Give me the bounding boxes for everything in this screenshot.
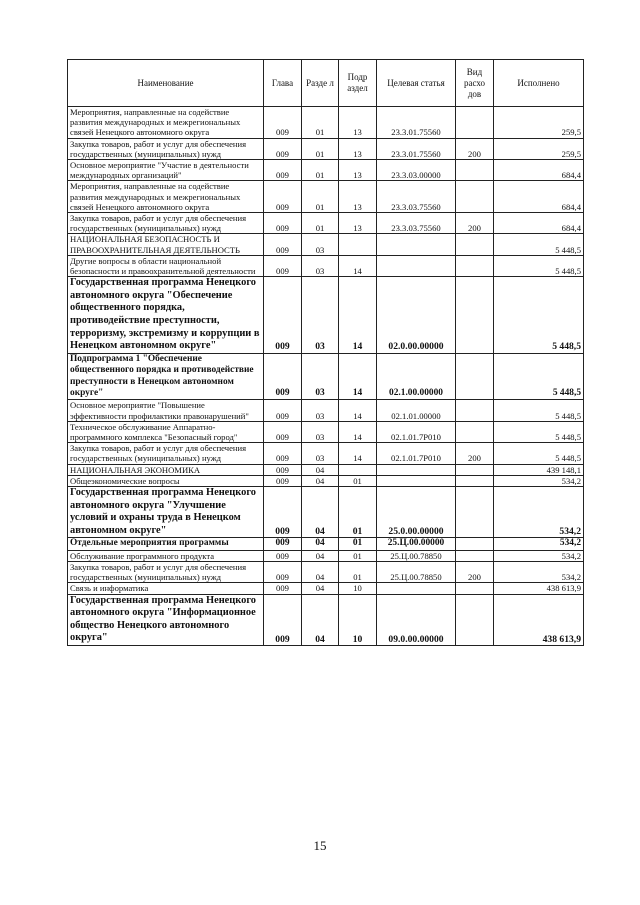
cell-podrazdel: 14: [339, 277, 377, 354]
cell-ispolneno: 534,2: [494, 487, 584, 538]
cell-celevaya: 25.0.00.00000: [377, 487, 456, 538]
table-row: [68, 213, 584, 234]
cell-glava: 009: [264, 400, 302, 421]
cell-glava: 009: [264, 550, 302, 561]
header-vid: Вид расхо дов: [456, 60, 494, 107]
cell-name: Основное мероприятие "Участие в деятельности международных организаций": [68, 160, 264, 181]
cell-celevaya: 23.3.01.75560: [377, 138, 456, 159]
cell-razdel: 04: [302, 583, 339, 594]
cell-vid: [456, 255, 494, 276]
table-row: [68, 277, 584, 354]
cell-podrazdel: 14: [339, 255, 377, 276]
cell-podrazdel: 14: [339, 421, 377, 442]
cell-name: Государственная программа Ненецкого автономного округа "Информационное общество Ненецкого автономного округа": [68, 594, 264, 645]
table-row: [68, 107, 584, 139]
cell-celevaya: 25.Ц.00.78850: [377, 562, 456, 583]
cell-razdel: 04: [302, 464, 339, 475]
table-row: [68, 475, 584, 486]
cell-vid: [456, 160, 494, 181]
table-row: [68, 400, 584, 421]
cell-name: Общеэкономические вопросы: [68, 475, 264, 486]
cell-glava: 009: [264, 421, 302, 442]
cell-celevaya: [377, 255, 456, 276]
cell-razdel: 01: [302, 181, 339, 213]
cell-glava: 009: [264, 160, 302, 181]
cell-glava: 009: [264, 181, 302, 213]
header-celevaya: Целевая статья: [377, 60, 456, 107]
cell-razdel: 01: [302, 138, 339, 159]
cell-ispolneno: 684,4: [494, 181, 584, 213]
cell-name: Государственная программа Ненецкого автономного округа "Улучшение условий и охраны труда в Ненецком автономном округе": [68, 487, 264, 538]
cell-celevaya: 02.0.00.00000: [377, 277, 456, 354]
cell-podrazdel: 14: [339, 443, 377, 464]
cell-razdel: 03: [302, 277, 339, 354]
cell-podrazdel: [339, 234, 377, 255]
cell-vid: [456, 475, 494, 486]
cell-razdel: 04: [302, 487, 339, 538]
cell-ispolneno: 5 448,5: [494, 400, 584, 421]
cell-name: Связь и информатика: [68, 583, 264, 594]
cell-celevaya: 23.3.03.75560: [377, 213, 456, 234]
cell-podrazdel: 01: [339, 562, 377, 583]
cell-name: НАЦИОНАЛЬНАЯ ЭКОНОМИКА: [68, 464, 264, 475]
cell-celevaya: 23.3.03.75560: [377, 181, 456, 213]
cell-celevaya: 09.0.00.00000: [377, 594, 456, 645]
cell-vid: 200: [456, 562, 494, 583]
cell-name: Мероприятия, направленные на содействие развития международных и межрегиональных связей Ненецкого автономного округа: [68, 181, 264, 213]
header-glava: Глава: [264, 60, 302, 107]
cell-glava: 009: [264, 464, 302, 475]
table-row: [68, 487, 584, 538]
header-name: Наименование: [68, 60, 264, 107]
cell-glava: 009: [264, 594, 302, 645]
cell-razdel: 03: [302, 255, 339, 276]
cell-podrazdel: 14: [339, 400, 377, 421]
table-row: [68, 421, 584, 442]
cell-ispolneno: 259,5: [494, 138, 584, 159]
cell-vid: [456, 583, 494, 594]
cell-podrazdel: 13: [339, 138, 377, 159]
cell-vid: [456, 464, 494, 475]
cell-name: Другие вопросы в области национальной безопасности и правоохранительной деятельности: [68, 255, 264, 276]
cell-ispolneno: 5 448,5: [494, 234, 584, 255]
cell-podrazdel: 10: [339, 594, 377, 645]
cell-podrazdel: [339, 464, 377, 475]
cell-ispolneno: 684,4: [494, 213, 584, 234]
cell-razdel: 01: [302, 160, 339, 181]
table-row: [68, 594, 584, 645]
table-row: [68, 583, 584, 594]
cell-name: Мероприятия, направленные на содействие развития международных и межрегиональных связей Ненецкого автономного округа: [68, 107, 264, 139]
cell-name: Обслуживание программного продукта: [68, 550, 264, 561]
cell-podrazdel: 01: [339, 487, 377, 538]
table-row: [68, 443, 584, 464]
cell-celevaya: 23.3.03.00000: [377, 160, 456, 181]
cell-vid: [456, 353, 494, 400]
cell-celevaya: 23.3.01.75560: [377, 107, 456, 139]
cell-razdel: 03: [302, 353, 339, 400]
cell-vid: 200: [456, 213, 494, 234]
cell-celevaya: 02.1.00.00000: [377, 353, 456, 400]
table-body: [68, 60, 584, 646]
cell-ispolneno: 5 448,5: [494, 277, 584, 354]
cell-ispolneno: 534,2: [494, 538, 584, 550]
table-header-row: [68, 60, 584, 107]
cell-ispolneno: 5 448,5: [494, 443, 584, 464]
cell-vid: [456, 107, 494, 139]
cell-ispolneno: 438 613,9: [494, 583, 584, 594]
cell-vid: [456, 550, 494, 561]
cell-razdel: 03: [302, 400, 339, 421]
table-row: [68, 550, 584, 561]
cell-razdel: 03: [302, 443, 339, 464]
cell-razdel: 03: [302, 234, 339, 255]
table-row: [68, 353, 584, 400]
cell-name: Основное мероприятие "Повышение эффективности профилактики правонарушений": [68, 400, 264, 421]
cell-podrazdel: 13: [339, 181, 377, 213]
cell-glava: 009: [264, 213, 302, 234]
cell-razdel: 04: [302, 475, 339, 486]
cell-name: Отдельные мероприятия программы: [68, 538, 264, 550]
cell-podrazdel: 13: [339, 213, 377, 234]
cell-vid: 200: [456, 138, 494, 159]
cell-name: Закупка товаров, работ и услуг для обеспечения государственных (муниципальных) нужд: [68, 138, 264, 159]
cell-razdel: 01: [302, 213, 339, 234]
cell-celevaya: 25.Ц.00.78850: [377, 550, 456, 561]
cell-celevaya: [377, 234, 456, 255]
cell-vid: [456, 277, 494, 354]
cell-glava: 009: [264, 107, 302, 139]
page-number: 15: [313, 838, 327, 853]
cell-celevaya: 02.1.01.00000: [377, 400, 456, 421]
cell-celevaya: [377, 475, 456, 486]
cell-vid: [456, 487, 494, 538]
cell-ispolneno: 534,2: [494, 562, 584, 583]
cell-ispolneno: 259,5: [494, 107, 584, 139]
cell-ispolneno: 5 448,5: [494, 353, 584, 400]
cell-podrazdel: 13: [339, 160, 377, 181]
cell-vid: [456, 400, 494, 421]
cell-glava: 009: [264, 234, 302, 255]
cell-name: Закупка товаров, работ и услуг для обеспечения государственных (муниципальных) нужд: [68, 562, 264, 583]
cell-vid: [456, 421, 494, 442]
cell-vid: [456, 594, 494, 645]
cell-name: Техническое обслуживание Аппаратно-программного комплекса "Безопасный город": [68, 421, 264, 442]
cell-podrazdel: 01: [339, 475, 377, 486]
table-row: [68, 138, 584, 159]
cell-podrazdel: 10: [339, 583, 377, 594]
cell-vid: [456, 538, 494, 550]
table-row: [68, 464, 584, 475]
header-ispolneno: Исполнено: [494, 60, 584, 107]
cell-razdel: 04: [302, 538, 339, 550]
table-row: [68, 255, 584, 276]
cell-glava: 009: [264, 353, 302, 400]
cell-ispolneno: 534,2: [494, 550, 584, 561]
cell-vid: [456, 181, 494, 213]
cell-ispolneno: 439 148,1: [494, 464, 584, 475]
cell-podrazdel: 01: [339, 550, 377, 561]
table-row: [68, 562, 584, 583]
cell-podrazdel: 13: [339, 107, 377, 139]
cell-razdel: 01: [302, 107, 339, 139]
cell-razdel: 03: [302, 421, 339, 442]
cell-celevaya: 02.1.01.7Р010: [377, 443, 456, 464]
table-row: [68, 160, 584, 181]
cell-ispolneno: 534,2: [494, 475, 584, 486]
cell-celevaya: 25.Ц.00.00000: [377, 538, 456, 550]
cell-glava: 009: [264, 255, 302, 276]
cell-ispolneno: 684,4: [494, 160, 584, 181]
cell-glava: 009: [264, 538, 302, 550]
cell-glava: 009: [264, 277, 302, 354]
cell-podrazdel: 01: [339, 538, 377, 550]
table-row: [68, 538, 584, 550]
budget-table: [67, 59, 584, 646]
cell-name: Закупка товаров, работ и услуг для обеспечения государственных (муниципальных) нужд: [68, 213, 264, 234]
cell-ispolneno: 5 448,5: [494, 255, 584, 276]
cell-celevaya: [377, 583, 456, 594]
header-razdel: Разде л: [302, 60, 339, 107]
cell-vid: [456, 234, 494, 255]
table-row: [68, 234, 584, 255]
table-row: [68, 181, 584, 213]
cell-razdel: 04: [302, 594, 339, 645]
cell-glava: 009: [264, 443, 302, 464]
cell-vid: 200: [456, 443, 494, 464]
cell-glava: 009: [264, 583, 302, 594]
cell-celevaya: 02.1.01.7Р010: [377, 421, 456, 442]
cell-name: Закупка товаров, работ и услуг для обеспечения государственных (муниципальных) нужд: [68, 443, 264, 464]
cell-glava: 009: [264, 138, 302, 159]
cell-ispolneno: 5 448,5: [494, 421, 584, 442]
cell-name: Государственная программа Ненецкого автономного округа "Обеспечение общественного порядка, противодействие преступности, терроризму, экстремизму и коррупции в Ненецком автономном округе": [68, 277, 264, 354]
header-podrazdel: Подр аздел: [339, 60, 377, 107]
cell-celevaya: [377, 464, 456, 475]
cell-glava: 009: [264, 562, 302, 583]
cell-name: Подпрограмма 1 "Обеспечение общественного порядка и противодействие преступности в Ненецком автономном округе": [68, 353, 264, 400]
cell-glava: 009: [264, 487, 302, 538]
cell-ispolneno: 438 613,9: [494, 594, 584, 645]
cell-razdel: 04: [302, 562, 339, 583]
cell-razdel: 04: [302, 550, 339, 561]
cell-podrazdel: 14: [339, 353, 377, 400]
cell-glava: 009: [264, 475, 302, 486]
cell-name: НАЦИОНАЛЬНАЯ БЕЗОПАСНОСТЬ И ПРАВООХРАНИТЕЛЬНАЯ ДЕЯТЕЛЬНОСТЬ: [68, 234, 264, 255]
